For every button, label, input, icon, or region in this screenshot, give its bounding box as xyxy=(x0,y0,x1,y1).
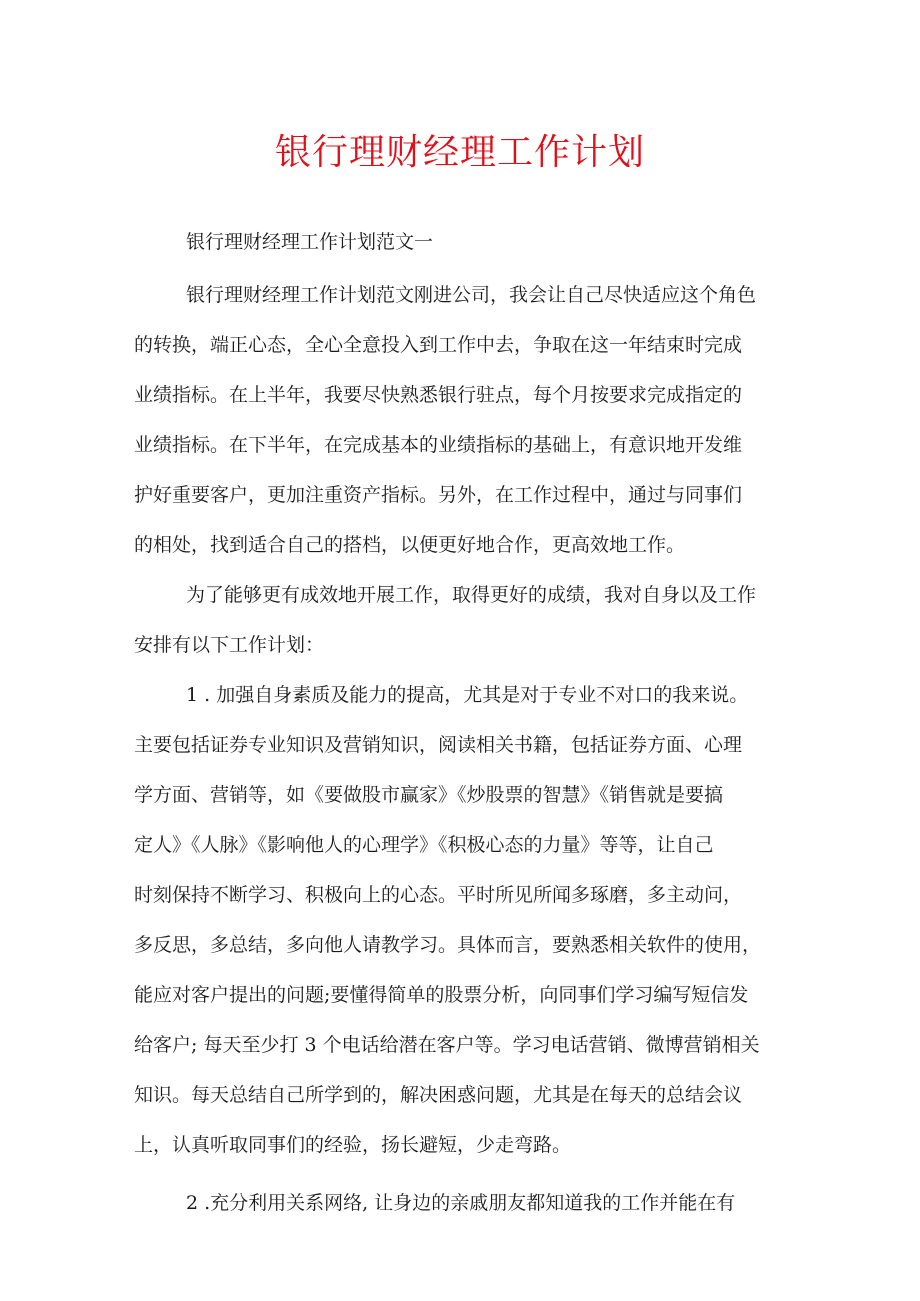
paragraph-line: 主要包括证券专业知识及营销知识，阅读相关书籍，包括证券方面、心理 xyxy=(134,734,743,756)
document-title: 银行理财经理工作计划 xyxy=(274,132,645,173)
paragraph-line: 上，认真听取同事们的经验，扬长避短，少走弯路。 xyxy=(134,1134,572,1156)
paragraph-line: 学方面、营销等，如《要做股市赢家》《炒股票的智慧》《销售就是要搞 xyxy=(134,784,724,806)
paragraph-line: 1 . 加强自身素质及能力的提高，尤其是对于专业不对口的我来说。 xyxy=(186,684,749,706)
paragraph-line: 多反思，多总结，多向他人请教学习。具体而言，要熟悉相关软件的使用， xyxy=(134,934,762,956)
paragraph-line: 护好重要客户，更加注重资产指标。另外，在工作过程中，通过与同事们 xyxy=(134,484,743,506)
paragraph-line: 时刻保持不断学习、积极向上的心态。平时所见所闻多琢磨，多主动问， xyxy=(134,884,743,906)
paragraph-line: 业绩指标。在上半年，我要尽快熟悉银行驻点，每个月按要求完成指定的 xyxy=(134,384,743,406)
paragraph-line: 能应对客户提出的问题;要懂得简单的股票分析，向同事们学习编写短信发 xyxy=(134,984,749,1006)
paragraph-line: 定人》《人脉》《影响他人的心理学》《积极心态的力量》等等，让自己 xyxy=(134,834,714,856)
paragraph-line: 为了能够更有成效地开展工作，取得更好的成绩，我对自身以及工作 xyxy=(186,584,757,606)
paragraph-plan-intro xyxy=(134,570,794,670)
paragraph-item-1 xyxy=(134,670,794,1170)
paragraph-line: 业绩指标。在下半年，在完成基本的业绩指标的基础上，有意识地开发维 xyxy=(134,434,743,456)
paragraph-item-2 xyxy=(134,1178,794,1228)
paragraph-intro xyxy=(134,270,794,570)
paragraph-line: 的相处，找到适合自己的搭档，以便更好地合作，更高效地工作。 xyxy=(134,534,686,556)
paragraph-line: 银行理财经理工作计划范文刚进公司，我会让自己尽快适应这个角色 xyxy=(186,284,757,306)
document-subtitle: 银行理财经理工作计划范文一 xyxy=(186,231,434,253)
paragraph-line: 知识。每天总结自己所学到的，解决困惑问题，尤其是在每天的总结会议 xyxy=(134,1084,743,1106)
paragraph-line: 2 .充分利用关系网络, 让身边的亲戚朋友都知道我的工作并能在有 xyxy=(186,1192,736,1214)
paragraph-line: 安排有以下工作计划： xyxy=(134,634,325,656)
paragraph-line: 的转换，端正心态，全心全意投入到工作中去，争取在这一年结束时完成 xyxy=(134,334,743,356)
paragraph-line: 给客户; 每天至少打 3 个电话给潜在客户等。学习电话营销、微博营销相关 xyxy=(134,1034,760,1056)
